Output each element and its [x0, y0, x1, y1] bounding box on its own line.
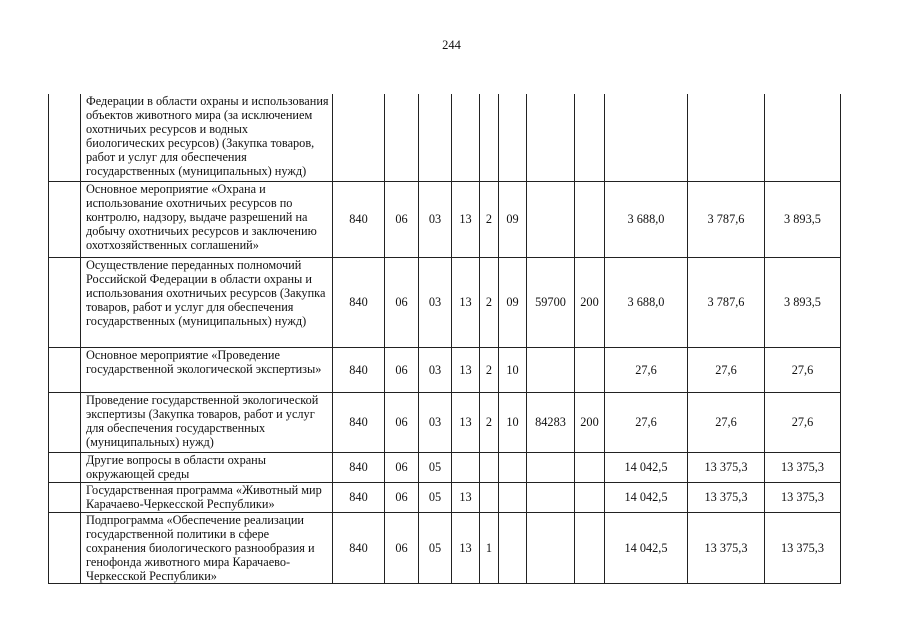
expense-type-code — [575, 94, 605, 181]
item-name: Проведение государственной экологической экспертизы (Закупка товаров, работ и услуг для обеспечения государственных (муниципальных) нужд) — [81, 392, 333, 452]
expense-type-code — [575, 512, 605, 583]
target-subprogram-code — [480, 482, 499, 512]
amount-year-1 — [605, 94, 688, 181]
target-program-code: 13 — [452, 512, 480, 583]
target-event-code: 09 — [499, 257, 527, 347]
ved-code: 840 — [333, 452, 385, 482]
subsection-code: 05 — [419, 512, 452, 583]
target-program-code: 13 — [452, 482, 480, 512]
table-row — [49, 257, 841, 347]
expense-type-code: 200 — [575, 257, 605, 347]
amount-year-2 — [688, 94, 765, 181]
section-code: 06 — [385, 452, 419, 482]
item-name: Основное мероприятие «Проведение государственной экологической экспертизы» — [81, 347, 333, 392]
amount-year-3: 27,6 — [765, 392, 841, 452]
amount-year-3: 13 375,3 — [765, 452, 841, 482]
target-program-code — [452, 452, 480, 482]
amount-year-3: 3 893,5 — [765, 181, 841, 257]
target-event-code: 10 — [499, 347, 527, 392]
ved-code: 840 — [333, 392, 385, 452]
target-program-code: 13 — [452, 392, 480, 452]
target-direction-code: 84283 — [527, 392, 575, 452]
row-marker-cell — [49, 482, 81, 512]
row-marker-cell — [49, 257, 81, 347]
item-name: Другие вопросы в области охраны окружающей среды — [81, 452, 333, 482]
subsection-code: 05 — [419, 452, 452, 482]
item-name: Осуществление переданных полномочий Российской Федерации в области охраны и использования охотничьих ресурсов (Закупка товаров, работ и услуг для обеспечения государственных (муниципальных) нужд) — [81, 257, 333, 347]
target-direction-code — [527, 94, 575, 181]
expense-type-code — [575, 181, 605, 257]
subsection-code — [419, 94, 452, 181]
section-code: 06 — [385, 181, 419, 257]
table-row — [49, 181, 841, 257]
expense-type-code — [575, 347, 605, 392]
subsection-code: 03 — [419, 181, 452, 257]
target-subprogram-code: 2 — [480, 392, 499, 452]
target-subprogram-code: 2 — [480, 347, 499, 392]
target-event-code — [499, 512, 527, 583]
expense-type-code — [575, 452, 605, 482]
target-subprogram-code: 2 — [480, 181, 499, 257]
amount-year-2: 27,6 — [688, 347, 765, 392]
subsection-code: 03 — [419, 257, 452, 347]
page-number: 244 — [442, 38, 461, 52]
row-marker-cell — [49, 181, 81, 257]
target-program-code — [452, 94, 480, 181]
amount-year-1: 27,6 — [605, 347, 688, 392]
table-row — [49, 94, 841, 181]
amount-year-1: 14 042,5 — [605, 452, 688, 482]
amount-year-3: 27,6 — [765, 347, 841, 392]
ved-code: 840 — [333, 181, 385, 257]
target-program-code: 13 — [452, 257, 480, 347]
target-direction-code — [527, 452, 575, 482]
target-program-code: 13 — [452, 181, 480, 257]
target-event-code — [499, 94, 527, 181]
item-name: Федерации в области охраны и использования объектов животного мира (за исключением охотничьих ресурсов и водных биологических ресурсов) (Закупка товаров, работ и услуг для обеспечения государственных (муниципальных) нужд) — [81, 94, 333, 181]
amount-year-1: 14 042,5 — [605, 482, 688, 512]
table-row — [49, 347, 841, 392]
target-direction-code — [527, 482, 575, 512]
ved-code: 840 — [333, 512, 385, 583]
table-row — [49, 452, 841, 482]
table-row — [49, 482, 841, 512]
target-direction-code — [527, 181, 575, 257]
row-marker-cell — [49, 392, 81, 452]
row-marker-cell — [49, 94, 81, 181]
subsection-code: 03 — [419, 347, 452, 392]
amount-year-2: 13 375,3 — [688, 512, 765, 583]
subsection-code: 05 — [419, 482, 452, 512]
target-direction-code: 59700 — [527, 257, 575, 347]
item-name: Государственная программа «Животный мир Карачаево-Черкесской Республики» — [81, 482, 333, 512]
target-subprogram-code — [480, 94, 499, 181]
amount-year-3: 13 375,3 — [765, 512, 841, 583]
expense-type-code: 200 — [575, 392, 605, 452]
target-subprogram-code: 1 — [480, 512, 499, 583]
amount-year-1: 3 688,0 — [605, 257, 688, 347]
amount-year-2: 3 787,6 — [688, 181, 765, 257]
expense-type-code — [575, 482, 605, 512]
ved-code: 840 — [333, 482, 385, 512]
amount-year-1: 27,6 — [605, 392, 688, 452]
subsection-code: 03 — [419, 392, 452, 452]
item-name: Подпрограмма «Обеспечение реализации государственной политики в сфере сохранения биологического разнообразия и генофонда животного мира Карачаево-Черкесской Республики» — [81, 512, 333, 583]
target-event-code: 10 — [499, 392, 527, 452]
target-direction-code — [527, 512, 575, 583]
item-name: Основное мероприятие «Охрана и использование охотничьих ресурсов по контролю, надзору, выдаче разрешений на добычу охотничьих ресурсов и заключению охотхозяйственных соглашений» — [81, 181, 333, 257]
section-code: 06 — [385, 512, 419, 583]
amount-year-2: 13 375,3 — [688, 482, 765, 512]
target-event-code — [499, 452, 527, 482]
amount-year-1: 14 042,5 — [605, 512, 688, 583]
amount-year-2: 3 787,6 — [688, 257, 765, 347]
target-subprogram-code — [480, 452, 499, 482]
section-code: 06 — [385, 392, 419, 452]
section-code: 06 — [385, 482, 419, 512]
amount-year-2: 13 375,3 — [688, 452, 765, 482]
amount-year-2: 27,6 — [688, 392, 765, 452]
ved-code — [333, 94, 385, 181]
amount-year-1: 3 688,0 — [605, 181, 688, 257]
row-marker-cell — [49, 347, 81, 392]
amount-year-3: 13 375,3 — [765, 482, 841, 512]
budget-table — [48, 94, 841, 584]
ved-code: 840 — [333, 257, 385, 347]
target-subprogram-code: 2 — [480, 257, 499, 347]
row-marker-cell — [49, 452, 81, 482]
section-code — [385, 94, 419, 181]
table-row — [49, 512, 841, 583]
table-row — [49, 392, 841, 452]
amount-year-3: 3 893,5 — [765, 257, 841, 347]
section-code: 06 — [385, 257, 419, 347]
target-event-code — [499, 482, 527, 512]
target-event-code: 09 — [499, 181, 527, 257]
section-code: 06 — [385, 347, 419, 392]
ved-code: 840 — [333, 347, 385, 392]
target-direction-code — [527, 347, 575, 392]
target-program-code: 13 — [452, 347, 480, 392]
amount-year-3 — [765, 94, 841, 181]
row-marker-cell — [49, 512, 81, 583]
